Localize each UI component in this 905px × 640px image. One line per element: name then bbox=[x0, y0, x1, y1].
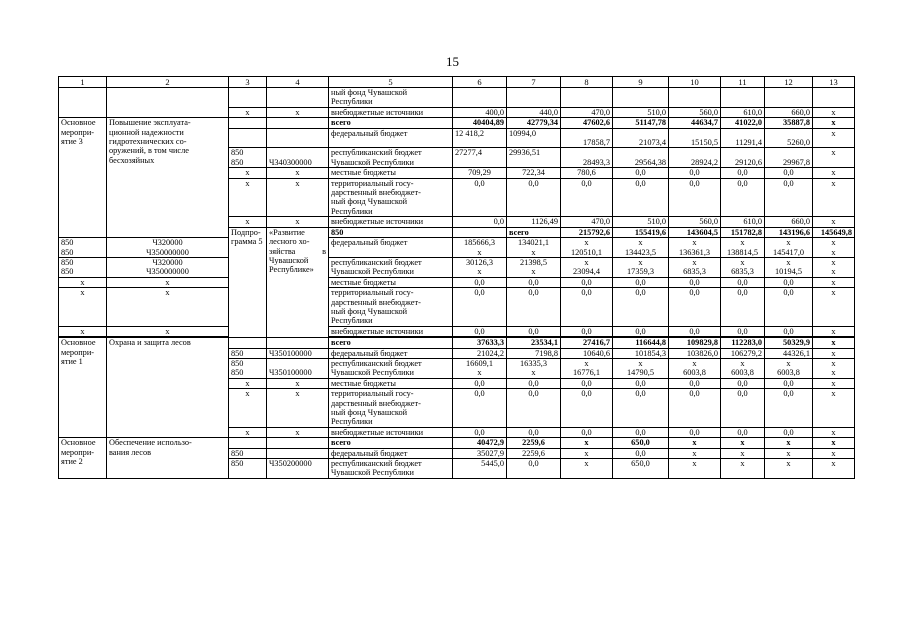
header-row bbox=[59, 77, 855, 88]
table-cell: Ч340300000 bbox=[267, 148, 329, 168]
table-cell: х bbox=[669, 438, 721, 448]
table-cell: х 6835,3 bbox=[669, 257, 721, 277]
table-cell: х bbox=[813, 217, 855, 227]
table-cell: местные бюджеты bbox=[329, 168, 453, 178]
table-cell: х bbox=[813, 389, 855, 428]
table-cell: 28493,3 bbox=[561, 148, 613, 168]
table-cell: 0,0 bbox=[561, 427, 613, 437]
table-cell: 17858,7 bbox=[561, 128, 613, 148]
table-cell: 0,0 bbox=[721, 378, 765, 388]
table-cell: х bbox=[813, 427, 855, 437]
table-cell: 0,0 bbox=[669, 168, 721, 178]
table-cell: х bbox=[229, 217, 267, 227]
table-cell: всего bbox=[329, 118, 453, 128]
table-row bbox=[59, 326, 855, 336]
table-row bbox=[59, 238, 855, 258]
table-cell: 780,6 bbox=[561, 168, 613, 178]
table-cell: 0,0 bbox=[561, 277, 613, 287]
table-cell: х bbox=[813, 107, 855, 117]
table-cell bbox=[229, 128, 267, 148]
table-cell: 850 bbox=[229, 448, 267, 458]
table-cell: 2259,6 bbox=[507, 438, 561, 448]
table-cell: 16609,1 х bbox=[453, 358, 507, 378]
table-cell: внебюджетные источники bbox=[329, 326, 453, 336]
table-cell: 7198,8 bbox=[507, 348, 561, 358]
table-cell: 510,0 bbox=[613, 217, 669, 227]
table-cell: х bbox=[107, 288, 229, 327]
table-cell: всего bbox=[507, 227, 561, 237]
table-cell: республиканский бюджет Чувашской Республики bbox=[329, 257, 453, 277]
table-cell: х bbox=[267, 168, 329, 178]
table-cell: 0,0 bbox=[561, 288, 613, 327]
table-cell: 0,0 bbox=[613, 389, 669, 428]
header-cell: 2 bbox=[107, 77, 229, 88]
table-cell: 143196,6 bbox=[765, 227, 813, 237]
table-cell: х bbox=[813, 118, 855, 128]
table-cell: 41022,0 bbox=[721, 118, 765, 128]
table-cell bbox=[229, 338, 267, 348]
header-cell: 8 bbox=[561, 77, 613, 88]
table-cell: х bbox=[813, 448, 855, 458]
table-cell: 0,0 bbox=[561, 326, 613, 336]
table-cell: х bbox=[267, 427, 329, 437]
table-cell: х bbox=[267, 378, 329, 388]
table-cell: х bbox=[813, 168, 855, 178]
table-cell: 10640,6 bbox=[561, 348, 613, 358]
table-cell: х bbox=[813, 378, 855, 388]
table-cell: 440,0 bbox=[507, 107, 561, 117]
table-cell: 850 850 bbox=[229, 358, 267, 378]
table-cell: х bbox=[813, 277, 855, 287]
table-cell: 0,0 bbox=[765, 277, 813, 287]
table-cell: местные бюджеты bbox=[329, 378, 453, 388]
table-cell: 47602,6 bbox=[561, 118, 613, 128]
table-cell: 0,0 bbox=[561, 389, 613, 428]
table-cell: территориальный госу- дарственный внебюджет- ный фонд Чувашской Республики bbox=[329, 178, 453, 217]
table-cell: х bbox=[765, 459, 813, 479]
table-cell: 0,0 bbox=[765, 326, 813, 336]
table-cell: Обеспечение использо- вания лесов bbox=[107, 438, 229, 479]
table-cell: х bbox=[721, 438, 765, 448]
table-cell: 0,0 bbox=[613, 378, 669, 388]
table-cell: федеральный бюджет bbox=[329, 448, 453, 458]
table-cell: х bbox=[721, 459, 765, 479]
table-cell: 15150,5 bbox=[669, 128, 721, 148]
table-cell: 0,0 bbox=[507, 326, 561, 336]
table-cell bbox=[613, 88, 669, 108]
table-cell: х 6003,8 bbox=[669, 358, 721, 378]
table-cell: х bbox=[59, 277, 107, 287]
table-cell: х bbox=[561, 459, 613, 479]
table-cell: 850 850 bbox=[229, 148, 267, 168]
table-cell: 0,0 bbox=[721, 326, 765, 336]
table-cell: 12 418,2 bbox=[453, 128, 507, 148]
table-cell: внебюджетные источники bbox=[329, 107, 453, 117]
table-cell: 21073,4 bbox=[613, 128, 669, 148]
table-cell: 21024,2 bbox=[453, 348, 507, 358]
table-cell: 0,0 bbox=[721, 389, 765, 428]
table-cell: х bbox=[765, 438, 813, 448]
table-cell: х bbox=[229, 178, 267, 217]
table-cell: х bbox=[813, 348, 855, 358]
table-cell: Ч320000 Ч350000000 bbox=[107, 238, 229, 258]
table-cell: 0,0 bbox=[669, 389, 721, 428]
table-cell: 103826,0 bbox=[669, 348, 721, 358]
table-cell: 470,0 bbox=[561, 217, 613, 227]
table-row bbox=[59, 438, 855, 448]
table-cell: федеральный бюджет bbox=[329, 348, 453, 358]
table-cell: х bbox=[267, 107, 329, 117]
table-cell: х bbox=[107, 277, 229, 287]
table-cell: 0,0 bbox=[561, 378, 613, 388]
table-cell: 0,0 bbox=[453, 288, 507, 327]
table-cell bbox=[669, 88, 721, 108]
table-cell: 850 850 bbox=[59, 257, 107, 277]
table-cell: 0,0 bbox=[613, 277, 669, 287]
table-cell bbox=[507, 88, 561, 108]
table-cell: федеральный бюджет bbox=[329, 238, 453, 258]
table-cell bbox=[453, 88, 507, 108]
table-cell: 610,0 bbox=[721, 217, 765, 227]
table-cell: х bbox=[813, 326, 855, 336]
table-cell bbox=[59, 88, 107, 118]
table-cell: 0,0 bbox=[669, 288, 721, 327]
table-cell: республиканский бюджет Чувашской Республики bbox=[329, 358, 453, 378]
table-cell: Основное меропри- ятие 2 bbox=[59, 438, 107, 479]
header-cell: 1 bbox=[59, 77, 107, 88]
table-cell: 0,0 bbox=[669, 326, 721, 336]
table-cell: 44634,7 bbox=[669, 118, 721, 128]
table-cell: территориальный госу- дарственный внебюджет- ный фонд Чувашской Республики bbox=[329, 288, 453, 327]
header-cell: 5 bbox=[329, 77, 453, 88]
table-cell: 29120,6 bbox=[721, 148, 765, 168]
table-cell: 510,0 bbox=[613, 107, 669, 117]
table-cell: 155419,6 bbox=[613, 227, 669, 237]
table-cell: 0,0 bbox=[765, 168, 813, 178]
table-cell: 112283,0 bbox=[721, 338, 765, 348]
table-cell: 0,0 bbox=[507, 427, 561, 437]
table-cell: х 23094,4 bbox=[561, 257, 613, 277]
table-cell: 16335,3 х bbox=[507, 358, 561, 378]
table-cell: х bbox=[813, 128, 855, 148]
table-cell: 143604,5 bbox=[669, 227, 721, 237]
table-cell: 109829,8 bbox=[669, 338, 721, 348]
table-cell: 650,0 bbox=[613, 438, 669, 448]
table-cell: 5260,0 bbox=[765, 128, 813, 148]
table-cell: 0,0 bbox=[613, 448, 669, 458]
table-cell: 0,0 bbox=[613, 178, 669, 217]
header-cell: 11 bbox=[721, 77, 765, 88]
header-cell: 3 bbox=[229, 77, 267, 88]
table-cell: 0,0 bbox=[453, 378, 507, 388]
header-cell: 6 bbox=[453, 77, 507, 88]
table-cell: 0,0 bbox=[453, 427, 507, 437]
table-cell bbox=[267, 88, 329, 108]
table-cell: х bbox=[267, 178, 329, 217]
table-cell: 42779,34 bbox=[507, 118, 561, 128]
table-cell: 51147,78 bbox=[613, 118, 669, 128]
budget-table bbox=[58, 76, 855, 479]
table-cell bbox=[267, 438, 329, 448]
table-cell: 400,0 bbox=[453, 107, 507, 117]
table-cell: х bbox=[813, 288, 855, 327]
table-cell: 10994,0 bbox=[507, 128, 561, 148]
table-cell: 1126,49 bbox=[507, 217, 561, 227]
table-cell: 0,0 bbox=[507, 389, 561, 428]
table-cell: 560,0 bbox=[669, 217, 721, 227]
table-cell: х bbox=[267, 389, 329, 428]
table-cell: 0,0 bbox=[561, 178, 613, 217]
table-cell: 29564,38 bbox=[613, 148, 669, 168]
table-cell: 610,0 bbox=[721, 107, 765, 117]
table-cell: х bbox=[813, 338, 855, 348]
table-cell: 5445,0 bbox=[453, 459, 507, 479]
table-cell: 215792,6 bbox=[561, 227, 613, 237]
table-cell bbox=[267, 448, 329, 458]
table-cell bbox=[229, 438, 267, 448]
table-cell: х bbox=[813, 178, 855, 217]
table-cell: 0,0 bbox=[721, 288, 765, 327]
table-cell bbox=[229, 118, 267, 128]
table-cell: 134021,1 х bbox=[507, 238, 561, 258]
table-cell bbox=[267, 338, 329, 348]
table-cell: 0,0 bbox=[453, 217, 507, 227]
table-cell: Ч350200000 bbox=[267, 459, 329, 479]
table-cell: ный фонд Чувашской Республики bbox=[329, 88, 453, 108]
table-cell: 0,0 bbox=[613, 427, 669, 437]
table-cell: 722,34 bbox=[507, 168, 561, 178]
header-cell: 13 bbox=[813, 77, 855, 88]
header-cell: 4 bbox=[267, 77, 329, 88]
table-cell: 850 850 bbox=[59, 238, 107, 258]
table-cell: 0,0 bbox=[453, 326, 507, 336]
table-cell: х bbox=[669, 459, 721, 479]
table-cell: 185666,3 х bbox=[453, 238, 507, 258]
table-cell: х bbox=[59, 288, 107, 327]
table-cell: 709,29 bbox=[453, 168, 507, 178]
table-row bbox=[59, 338, 855, 348]
table-row bbox=[59, 257, 855, 277]
table-cell: 35027,9 bbox=[453, 448, 507, 458]
table-cell: «Развитие лесного хо- зяйства в Чувашской Республике» bbox=[267, 227, 329, 337]
table-cell: 30126,3 х bbox=[453, 257, 507, 277]
table-cell: 28924,2 bbox=[669, 148, 721, 168]
table-cell: х 134423,5 bbox=[613, 238, 669, 258]
table-cell: 850 bbox=[229, 348, 267, 358]
table-cell: 850 bbox=[329, 227, 453, 237]
table-cell: х bbox=[229, 427, 267, 437]
table-cell: х bbox=[267, 217, 329, 227]
table-cell: х х bbox=[813, 358, 855, 378]
table-cell: х bbox=[59, 326, 107, 336]
table-cell: Ч350100000 bbox=[267, 348, 329, 358]
table-cell: 0,0 bbox=[453, 389, 507, 428]
table-cell: х 16776,1 bbox=[561, 358, 613, 378]
table-cell: Ч350100000 bbox=[267, 358, 329, 378]
table-cell bbox=[765, 88, 813, 108]
table-cell: республиканский бюджет Чувашской Республики bbox=[329, 148, 453, 168]
table-cell: 0,0 bbox=[453, 277, 507, 287]
table-cell: х 138814,5 bbox=[721, 238, 765, 258]
table-cell: 40472,9 bbox=[453, 438, 507, 448]
table-cell: 27277,4 bbox=[453, 148, 507, 168]
table-cell: х bbox=[229, 389, 267, 428]
table-cell: х 145417,0 bbox=[765, 238, 813, 258]
table-cell: х bbox=[669, 448, 721, 458]
table-cell bbox=[267, 128, 329, 148]
table-cell: Охрана и защита лесов bbox=[107, 338, 229, 438]
table-cell: 29967,8 bbox=[765, 148, 813, 168]
table-cell: 0,0 bbox=[669, 427, 721, 437]
table-cell bbox=[453, 227, 507, 237]
table-cell: Ч320000 Ч350000000 bbox=[107, 257, 229, 277]
table-cell bbox=[813, 88, 855, 108]
header-cell: 10 bbox=[669, 77, 721, 88]
table-cell: х bbox=[813, 148, 855, 168]
table-cell: х bbox=[813, 459, 855, 479]
table-cell: внебюджетные источники bbox=[329, 217, 453, 227]
table-cell: х х bbox=[813, 238, 855, 258]
table-cell: 2259,6 bbox=[507, 448, 561, 458]
table-cell: 660,0 bbox=[765, 217, 813, 227]
table-cell: Основное меропри- ятие 3 bbox=[59, 118, 107, 238]
table-cell: территориальный госу- дарственный внебюджет- ный фонд Чувашской Республики bbox=[329, 389, 453, 428]
table-cell: 0,0 bbox=[721, 168, 765, 178]
table-cell: 0,0 bbox=[765, 427, 813, 437]
table-cell: х 6003,8 bbox=[765, 358, 813, 378]
table-cell: 0,0 bbox=[669, 178, 721, 217]
table-cell: 35887,8 bbox=[765, 118, 813, 128]
table-cell: 0,0 bbox=[669, 378, 721, 388]
table-cell: 37633,3 bbox=[453, 338, 507, 348]
table-cell: х bbox=[229, 107, 267, 117]
table-cell: местные бюджеты bbox=[329, 277, 453, 287]
table-cell: х 120510,1 bbox=[561, 238, 613, 258]
table-cell: 0,0 bbox=[669, 277, 721, 287]
table-cell: 106279,2 bbox=[721, 348, 765, 358]
table-cell bbox=[561, 88, 613, 108]
table-cell: х bbox=[813, 438, 855, 448]
table-cell: х 136361,3 bbox=[669, 238, 721, 258]
header-cell: 7 bbox=[507, 77, 561, 88]
table-row bbox=[59, 277, 855, 287]
table-cell: х bbox=[765, 448, 813, 458]
table-cell: 650,0 bbox=[613, 459, 669, 479]
table-cell: внебюджетные источники bbox=[329, 427, 453, 437]
table-cell: 29936,51 bbox=[507, 148, 561, 168]
table-cell: 0,0 bbox=[765, 378, 813, 388]
table-cell: 0,0 bbox=[613, 326, 669, 336]
table-cell: 0,0 bbox=[613, 288, 669, 327]
table-cell: 470,0 bbox=[561, 107, 613, 117]
table-cell: х 17359,3 bbox=[613, 257, 669, 277]
table-cell: х х bbox=[813, 257, 855, 277]
table-cell: Подпро- грамма 5 bbox=[229, 227, 267, 337]
table-cell: 0,0 bbox=[507, 378, 561, 388]
table-cell: 0,0 bbox=[507, 277, 561, 287]
table-cell: республиканский бюджет Чувашской Республики bbox=[329, 459, 453, 479]
table-cell: всего bbox=[329, 338, 453, 348]
table-cell: 23534,1 bbox=[507, 338, 561, 348]
table-cell: 850 bbox=[229, 459, 267, 479]
table-cell: х bbox=[107, 326, 229, 336]
table-cell: х bbox=[229, 378, 267, 388]
table-cell bbox=[721, 88, 765, 108]
table-cell bbox=[267, 118, 329, 128]
table-cell: 0,0 bbox=[613, 168, 669, 178]
table-cell: 0,0 bbox=[765, 389, 813, 428]
table-cell bbox=[229, 88, 267, 108]
table-cell: х bbox=[561, 438, 613, 448]
table-cell: 116644,8 bbox=[613, 338, 669, 348]
table-cell: Повышение эксплуата- ционной надежности гидротехнических со- оружений, в том числе бесхозяйных bbox=[107, 118, 229, 238]
header-cell: 12 bbox=[765, 77, 813, 88]
table-cell: 0,0 bbox=[507, 178, 561, 217]
table-cell: Основное меропри- ятие 1 bbox=[59, 338, 107, 438]
table-cell: х 14790,5 bbox=[613, 358, 669, 378]
table-cell: х 10194,5 bbox=[765, 257, 813, 277]
table-cell: х bbox=[229, 168, 267, 178]
header-cell: 9 bbox=[613, 77, 669, 88]
table-cell: 11291,4 bbox=[721, 128, 765, 148]
table-cell: 0,0 bbox=[507, 288, 561, 327]
table-cell bbox=[107, 88, 229, 118]
table-cell: х bbox=[721, 448, 765, 458]
table-cell: 40404,89 bbox=[453, 118, 507, 128]
table-cell: 0,0 bbox=[721, 178, 765, 217]
table-cell: 0,0 bbox=[765, 288, 813, 327]
table-cell: х 6835,3 bbox=[721, 257, 765, 277]
table-row bbox=[59, 118, 855, 128]
table-row bbox=[59, 288, 855, 327]
table-cell: 27416,7 bbox=[561, 338, 613, 348]
page-number: 15 bbox=[446, 54, 459, 69]
table-cell: 151782,8 bbox=[721, 227, 765, 237]
table-cell: 560,0 bbox=[669, 107, 721, 117]
table-cell: 0,0 bbox=[721, 277, 765, 287]
table-cell: х 6003,8 bbox=[721, 358, 765, 378]
table-cell: 145649,8 bbox=[813, 227, 855, 237]
table-row bbox=[59, 88, 855, 108]
table-cell: 101854,3 bbox=[613, 348, 669, 358]
table-cell: 0,0 bbox=[721, 427, 765, 437]
table-cell: 50329,9 bbox=[765, 338, 813, 348]
table-cell: всего bbox=[329, 438, 453, 448]
table-cell: федеральный бюджет bbox=[329, 128, 453, 148]
table-cell: 21398,5 х bbox=[507, 257, 561, 277]
table-cell: 44326,1 bbox=[765, 348, 813, 358]
table-cell: х bbox=[561, 448, 613, 458]
table-cell: 660,0 bbox=[765, 107, 813, 117]
table-cell: 0,0 bbox=[507, 459, 561, 479]
table-cell: 0,0 bbox=[765, 178, 813, 217]
table-cell: 0,0 bbox=[453, 178, 507, 217]
